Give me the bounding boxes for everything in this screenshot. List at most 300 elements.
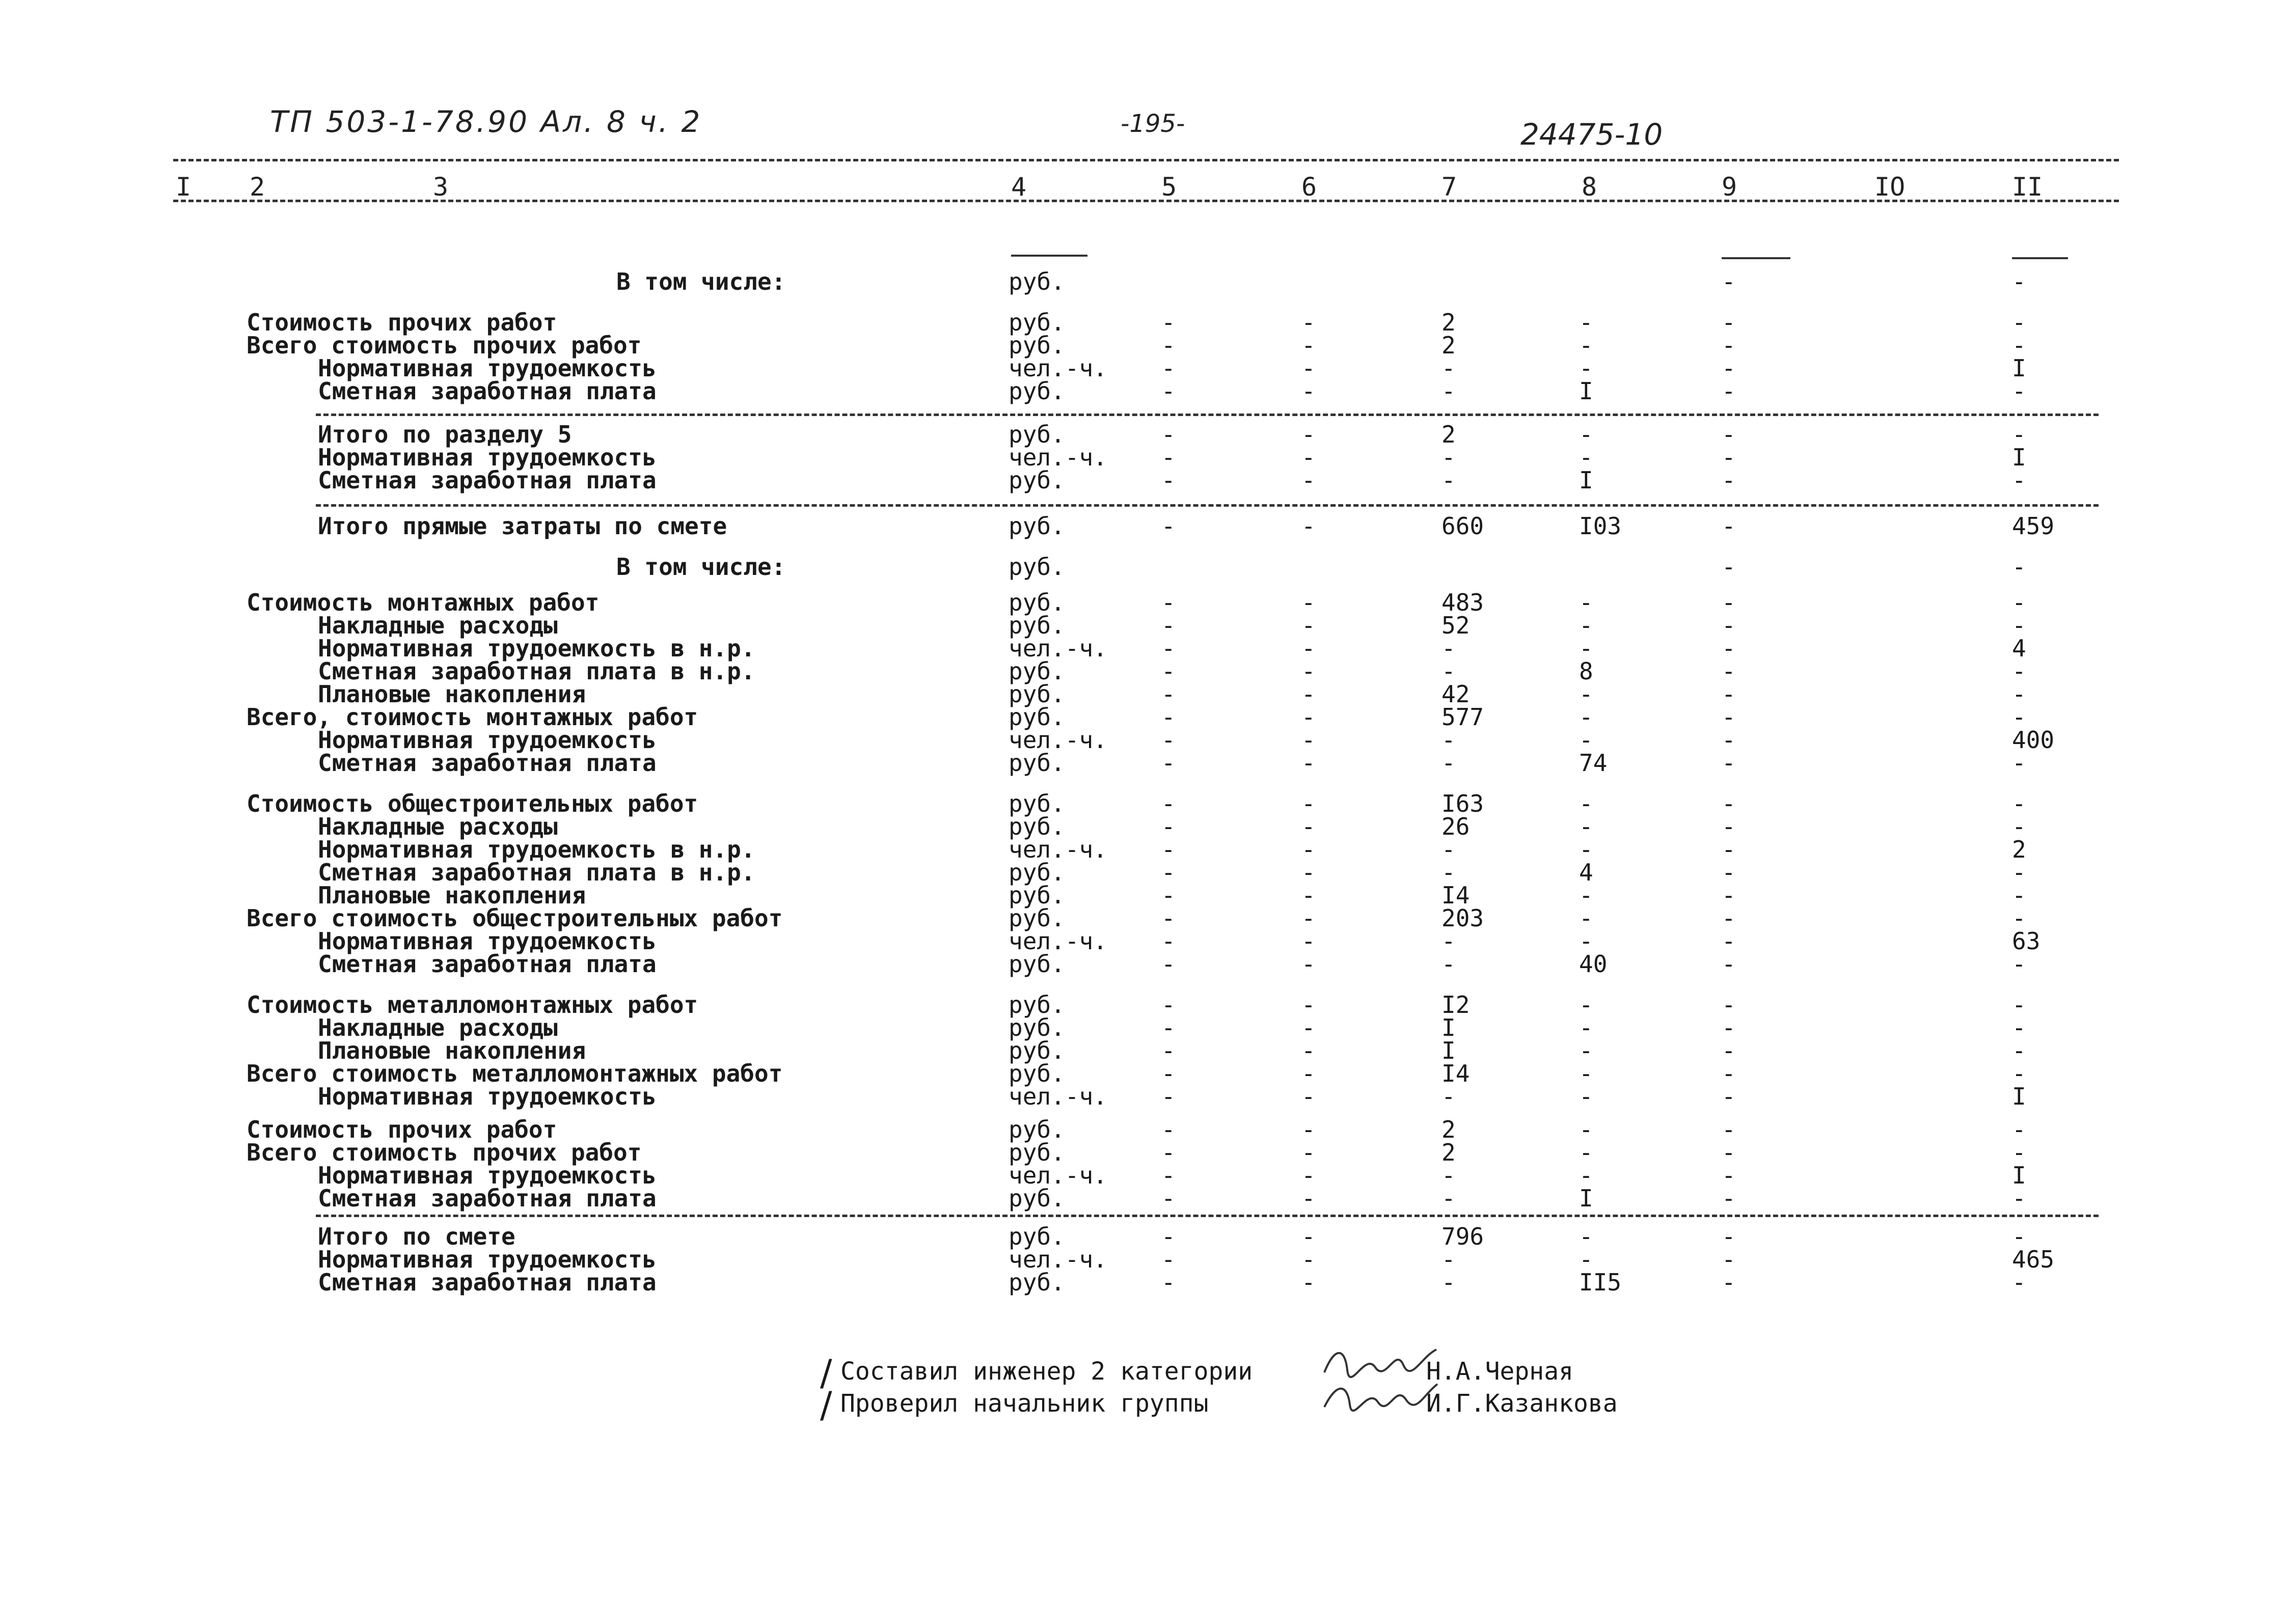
cell-col-7: - [1441, 657, 1456, 685]
cell-col-6: - [1301, 377, 1316, 405]
cell-col-11: - [2012, 991, 2026, 1019]
cell-col-9: - [1722, 1223, 1736, 1250]
cell-col-6: - [1301, 1116, 1316, 1143]
cell-col-5: - [1161, 354, 1176, 382]
cell-col-4: чел.-ч. [1009, 1162, 1107, 1189]
row-label: Нормативная трудоемкость [318, 927, 657, 955]
cell-col-7: 2 [1441, 309, 1456, 336]
cell-col-6: - [1301, 512, 1316, 540]
cell-col-9: - [1722, 421, 1736, 448]
cell-col-6: - [1301, 859, 1316, 886]
cell-col-11: - [2012, 589, 2026, 616]
cell-col-4: чел.-ч. [1009, 726, 1107, 754]
cell-col-8: - [1579, 1246, 1593, 1273]
column-header-rule [173, 200, 2119, 202]
row-label: Нормативная трудоемкость [318, 1162, 657, 1189]
top-rule [173, 159, 2119, 161]
row-label: Всего стоимость металломонтажных работ [247, 1060, 783, 1087]
cell-col-8: - [1579, 680, 1593, 708]
column-number: II [2012, 172, 2043, 202]
row-label: Нормативная трудоемкость [318, 444, 657, 471]
cell-col-7: 2 [1441, 1116, 1456, 1143]
cell-col-8: 8 [1579, 657, 1593, 685]
cell-col-11: 459 [2012, 512, 2055, 540]
cell-col-8: - [1579, 991, 1593, 1019]
cell-col-9: - [1722, 1139, 1736, 1166]
cell-col-6: - [1301, 1037, 1316, 1064]
table-row [0, 1225, 2286, 1248]
cell-col-7: - [1441, 1269, 1456, 1296]
table-row [0, 1141, 2286, 1164]
row-label: Нормативная трудоемкость в н.р. [318, 836, 755, 863]
cell-col-4: руб. [1009, 589, 1065, 616]
cell-col-11: - [2012, 1223, 2026, 1250]
table-row [0, 1062, 2286, 1085]
cell-col-9: - [1722, 553, 1736, 581]
cell-col-5: - [1161, 466, 1176, 494]
cell-col-11: - [2012, 859, 2026, 886]
cell-col-9: - [1722, 309, 1736, 336]
cell-col-4: руб. [1009, 1060, 1065, 1087]
cell-col-4: руб. [1009, 790, 1065, 817]
table-row [0, 591, 2286, 614]
signature-role: Составил инженер 2 категории [840, 1357, 1253, 1386]
cell-col-7: - [1441, 466, 1456, 494]
cell-col-4: руб. [1009, 1139, 1065, 1166]
table-row [0, 1016, 2286, 1039]
cell-col-5: - [1161, 836, 1176, 863]
cell-col-5: - [1161, 444, 1176, 471]
table-row [0, 861, 2286, 884]
table-row [0, 838, 2286, 861]
cell-col-4: руб. [1009, 377, 1065, 405]
cell-col-6: - [1301, 354, 1316, 382]
cell-col-4: руб. [1009, 859, 1065, 886]
cell-col-5: - [1161, 749, 1176, 777]
cell-col-4: руб. [1009, 703, 1065, 731]
table-row [0, 555, 2286, 579]
cell-col-7: - [1441, 950, 1456, 978]
row-label: Сметная заработная плата [318, 377, 657, 405]
cell-col-11: - [2012, 309, 2026, 336]
row-label: Всего, стоимость монтажных работ [247, 703, 698, 731]
cell-col-5: - [1161, 612, 1176, 639]
cell-col-8: - [1579, 726, 1593, 754]
row-label: Всего стоимость прочих работ [247, 332, 642, 359]
row-label: Итого по разделу 5 [318, 421, 572, 448]
cell-col-11: I [2012, 1162, 2026, 1189]
table-row [0, 614, 2286, 637]
cell-col-7: I [1441, 1037, 1456, 1064]
cell-col-5: - [1161, 309, 1176, 336]
cell-col-6: - [1301, 1246, 1316, 1273]
cell-col-9: - [1722, 749, 1736, 777]
cell-col-4: чел.-ч. [1009, 927, 1107, 955]
cell-col-7: - [1441, 749, 1456, 777]
cell-col-11: 400 [2012, 726, 2055, 754]
row-label: Всего стоимость общестроительных работ [247, 904, 783, 932]
cell-col-8: - [1579, 904, 1593, 932]
cell-col-6: - [1301, 1083, 1316, 1110]
cell-col-7: - [1441, 354, 1456, 382]
cell-col-7: - [1441, 444, 1456, 471]
table-row [0, 311, 2286, 334]
cell-col-7: 2 [1441, 421, 1456, 448]
cell-col-7: 26 [1441, 813, 1470, 840]
cell-col-6: - [1301, 635, 1316, 662]
cell-col-9: - [1722, 813, 1736, 840]
slash-mark: / [820, 1352, 832, 1394]
row-label: Накладные расходы [318, 1014, 558, 1041]
table-row [0, 705, 2286, 729]
column-number: 3 [433, 172, 449, 202]
cell-col-6: - [1301, 882, 1316, 909]
row-label: Нормативная трудоемкость [318, 1246, 657, 1273]
cell-col-9: - [1722, 680, 1736, 708]
cell-col-8: 4 [1579, 859, 1593, 886]
column-number: 8 [1582, 172, 1597, 202]
table-row [0, 446, 2286, 469]
cell-col-8: - [1579, 882, 1593, 909]
cell-col-11: I [2012, 444, 2026, 471]
cell-col-8: - [1579, 421, 1593, 448]
table-row [0, 815, 2286, 838]
cell-col-5: - [1161, 1060, 1176, 1087]
cell-col-8: - [1579, 444, 1593, 471]
table-row [0, 1271, 2286, 1294]
cell-col-4: руб. [1009, 1037, 1065, 1064]
table-row [0, 1118, 2286, 1141]
cell-col-8: - [1579, 1060, 1593, 1087]
cell-col-5: - [1161, 1223, 1176, 1250]
cell-col-6: - [1301, 749, 1316, 777]
row-label: В том числе: [616, 268, 786, 295]
section-separator [316, 504, 2099, 507]
table-row [0, 423, 2286, 446]
signature-name: И.Г.Казанкова [1426, 1389, 1618, 1418]
cell-col-9: - [1722, 512, 1736, 540]
column-number: 9 [1722, 172, 1737, 202]
cell-col-8: I03 [1579, 512, 1622, 540]
cell-col-8: 40 [1579, 950, 1608, 978]
column-number: 2 [250, 172, 265, 202]
cell-col-9: - [1722, 354, 1736, 382]
cell-col-8: II5 [1579, 1269, 1622, 1296]
cell-col-11: 63 [2012, 927, 2040, 955]
row-label: Нормативная трудоемкость [318, 1083, 657, 1110]
cell-col-6: - [1301, 813, 1316, 840]
cell-col-11: - [2012, 1139, 2026, 1166]
cell-col-6: - [1301, 790, 1316, 817]
cell-col-6: - [1301, 1223, 1316, 1250]
table-row [0, 906, 2286, 930]
cell-col-6: - [1301, 612, 1316, 639]
table-row [0, 952, 2286, 976]
cell-col-5: - [1161, 377, 1176, 405]
cell-col-4: руб. [1009, 680, 1065, 708]
cell-col-9: - [1722, 703, 1736, 731]
cell-col-6: - [1301, 1139, 1316, 1166]
cell-col-11: 2 [2012, 836, 2026, 863]
cell-col-11: I [2012, 1083, 2026, 1110]
cell-col-9: - [1722, 332, 1736, 359]
cell-col-7: 203 [1441, 904, 1484, 932]
cell-col-11: - [2012, 377, 2026, 405]
handwritten-signature-icon [1319, 1374, 1441, 1420]
table-row [0, 792, 2286, 815]
cell-col-5: - [1161, 790, 1176, 817]
cell-col-8: - [1579, 354, 1593, 382]
cell-col-8: - [1579, 1139, 1593, 1166]
row-label: Стоимость прочих работ [247, 1116, 557, 1143]
cell-col-5: - [1161, 635, 1176, 662]
cell-col-4: чел.-ч. [1009, 1246, 1107, 1273]
cell-col-5: - [1161, 1014, 1176, 1041]
table-row [0, 884, 2286, 907]
table-row [0, 270, 2286, 293]
cell-col-7: 2 [1441, 1139, 1456, 1166]
cell-col-4: руб. [1009, 657, 1065, 685]
overline-mark [1722, 257, 1790, 259]
cell-col-8: - [1579, 813, 1593, 840]
cell-col-5: - [1161, 1116, 1176, 1143]
cell-col-11: - [2012, 813, 2026, 840]
cell-col-5: - [1161, 589, 1176, 616]
cell-col-7: - [1441, 377, 1456, 405]
table-row [0, 1187, 2286, 1210]
cell-col-9: - [1722, 466, 1736, 494]
cell-col-4: руб. [1009, 882, 1065, 909]
cell-col-11: - [2012, 882, 2026, 909]
cell-col-4: чел.-ч. [1009, 354, 1107, 382]
cell-col-8: 74 [1579, 749, 1608, 777]
cell-col-6: - [1301, 589, 1316, 616]
column-number: I [176, 172, 192, 202]
cell-col-9: - [1722, 790, 1736, 817]
cell-col-11: - [2012, 1269, 2026, 1296]
overline-mark [1011, 255, 1087, 257]
cell-col-4: руб. [1009, 553, 1065, 581]
cell-col-4: руб. [1009, 309, 1065, 336]
cell-col-7: I [1441, 1014, 1456, 1041]
cell-col-8: - [1579, 1014, 1593, 1041]
table-row [0, 1085, 2286, 1108]
cell-col-8: - [1579, 332, 1593, 359]
cell-col-5: - [1161, 927, 1176, 955]
cell-col-11: - [2012, 950, 2026, 978]
cell-col-6: - [1301, 1162, 1316, 1189]
cell-col-4: чел.-ч. [1009, 1083, 1107, 1110]
cell-col-7: - [1441, 635, 1456, 662]
cell-col-9: - [1722, 1162, 1736, 1189]
cell-col-5: - [1161, 1246, 1176, 1273]
cell-col-11: - [2012, 703, 2026, 731]
cell-col-8: - [1579, 635, 1593, 662]
column-number: 7 [1441, 172, 1457, 202]
table-row [0, 334, 2286, 357]
cell-col-8: - [1579, 309, 1593, 336]
cell-col-4: руб. [1009, 749, 1065, 777]
cell-col-9: - [1722, 726, 1736, 754]
cell-col-7: 577 [1441, 703, 1484, 731]
row-label: Нормативная трудоемкость [318, 354, 657, 382]
cell-col-8: I [1579, 466, 1593, 494]
cell-col-11: - [2012, 657, 2026, 685]
cell-col-9: - [1722, 1037, 1736, 1064]
row-label: Сметная заработная плата в н.р. [318, 657, 755, 685]
column-number: 5 [1161, 172, 1177, 202]
cell-col-4: руб. [1009, 991, 1065, 1019]
cell-col-11: - [2012, 1060, 2026, 1087]
table-row [0, 728, 2286, 752]
cell-col-8: I [1579, 377, 1593, 405]
cell-col-5: - [1161, 657, 1176, 685]
column-number: IO [1874, 172, 1906, 202]
cell-col-7: 52 [1441, 612, 1470, 639]
cell-col-4: руб. [1009, 1223, 1065, 1250]
cell-col-9: - [1722, 1060, 1736, 1087]
row-label: Итого прямые затраты по смете [318, 512, 727, 540]
cell-col-9: - [1722, 927, 1736, 955]
cell-col-4: руб. [1009, 813, 1065, 840]
cell-col-8: - [1579, 836, 1593, 863]
document-code: ТП 503-1-78.90 Ал. 8 ч. 2 [270, 104, 702, 139]
cell-col-4: руб. [1009, 466, 1065, 494]
cell-col-6: - [1301, 836, 1316, 863]
cell-col-7: I63 [1441, 790, 1484, 817]
row-label: В том числе: [616, 553, 786, 581]
cell-col-4: чел.-ч. [1009, 836, 1107, 863]
cell-col-6: - [1301, 657, 1316, 685]
cell-col-7: - [1441, 859, 1456, 886]
cell-col-9: - [1722, 904, 1736, 932]
cell-col-11: - [2012, 268, 2026, 295]
row-label: Стоимость общестроительных работ [247, 790, 698, 817]
section-separator [316, 1215, 2099, 1217]
table-row [0, 991, 2286, 1019]
cell-col-6: - [1301, 680, 1316, 708]
cell-col-6: - [1301, 726, 1316, 754]
cell-col-5: - [1161, 904, 1176, 932]
cell-col-4: чел.-ч. [1009, 444, 1107, 471]
cell-col-8: - [1579, 790, 1593, 817]
cell-col-4: руб. [1009, 950, 1065, 978]
column-number: 6 [1301, 172, 1317, 202]
cell-col-11: - [2012, 421, 2026, 448]
cell-col-9: - [1722, 377, 1736, 405]
row-label: Сметная заработная плата [318, 749, 657, 777]
row-label: Итого по смете [318, 1223, 515, 1250]
cell-col-8: - [1579, 589, 1593, 616]
cell-col-8: - [1579, 703, 1593, 731]
cell-col-9: - [1722, 859, 1736, 886]
row-label: Сметная заработная плата [318, 466, 657, 494]
cell-col-5: - [1161, 726, 1176, 754]
cell-col-11: - [2012, 612, 2026, 639]
row-label: Всего стоимость прочих работ [247, 1139, 642, 1166]
cell-col-5: - [1161, 1083, 1176, 1110]
cell-col-7: - [1441, 1083, 1456, 1110]
cell-col-7: 483 [1441, 589, 1484, 616]
table-row [0, 379, 2286, 403]
cell-col-8: - [1579, 612, 1593, 639]
row-label: Нормативная трудоемкость [318, 726, 657, 754]
cell-col-9: - [1722, 950, 1736, 978]
cell-col-5: - [1161, 512, 1176, 540]
table-row [0, 1039, 2286, 1062]
table-row [0, 682, 2286, 706]
cell-col-4: руб. [1009, 612, 1065, 639]
table-row [0, 514, 2286, 538]
table-row [0, 659, 2286, 683]
cell-col-9: - [1722, 1185, 1736, 1212]
cell-col-7: - [1441, 927, 1456, 955]
section-separator [316, 414, 2099, 416]
cell-col-6: - [1301, 950, 1316, 978]
cell-col-7: - [1441, 1246, 1456, 1273]
signature-name: Н.А.Черная [1426, 1357, 1573, 1386]
cell-col-7: I4 [1441, 1060, 1470, 1087]
row-label: Сметная заработная плата в н.р. [318, 859, 755, 886]
cell-col-5: - [1161, 1162, 1176, 1189]
signature-role: Проверил начальник группы [840, 1389, 1209, 1418]
row-label: Плановые накопления [318, 680, 586, 708]
cell-col-6: - [1301, 466, 1316, 494]
row-label: Плановые накопления [318, 1037, 586, 1064]
cell-col-9: - [1722, 589, 1736, 616]
table-row [0, 1248, 2286, 1271]
cell-col-9: - [1722, 657, 1736, 685]
cell-col-6: - [1301, 332, 1316, 359]
cell-col-4: чел.-ч. [1009, 635, 1107, 662]
cell-col-5: - [1161, 1269, 1176, 1296]
cell-col-11: - [2012, 790, 2026, 817]
cell-col-7: - [1441, 1185, 1456, 1212]
cell-col-9: - [1722, 1116, 1736, 1143]
cell-col-6: - [1301, 1060, 1316, 1087]
cell-col-11: - [2012, 332, 2026, 359]
cell-col-6: - [1301, 421, 1316, 448]
cell-col-7: 796 [1441, 1223, 1484, 1250]
cell-col-5: - [1161, 703, 1176, 731]
table-row [0, 466, 2286, 494]
cell-col-5: - [1161, 1037, 1176, 1064]
row-label: Накладные расходы [318, 813, 558, 840]
cell-col-5: - [1161, 1185, 1176, 1212]
cell-col-5: - [1161, 950, 1176, 978]
cell-col-5: - [1161, 859, 1176, 886]
cell-col-7: - [1441, 1162, 1456, 1189]
cell-col-8: - [1579, 1223, 1593, 1250]
cell-col-5: - [1161, 1139, 1176, 1166]
row-label: Стоимость металломонтажных работ [247, 991, 698, 1019]
row-label: Нормативная трудоемкость в н.р. [318, 635, 755, 662]
cell-col-8: - [1579, 927, 1593, 955]
cell-col-8: - [1579, 1037, 1593, 1064]
page-number: -195- [1121, 109, 1185, 138]
cell-col-6: - [1301, 703, 1316, 731]
cell-col-6: - [1301, 927, 1316, 955]
row-label: Накладные расходы [318, 612, 558, 639]
cell-col-5: - [1161, 421, 1176, 448]
cell-col-9: - [1722, 882, 1736, 909]
cell-col-11: - [2012, 466, 2026, 494]
cell-col-9: - [1722, 1083, 1736, 1110]
cell-col-11: - [2012, 1014, 2026, 1041]
cell-col-4: руб. [1009, 512, 1065, 540]
row-label: Плановые накопления [318, 882, 586, 909]
cell-col-8: - [1579, 1083, 1593, 1110]
